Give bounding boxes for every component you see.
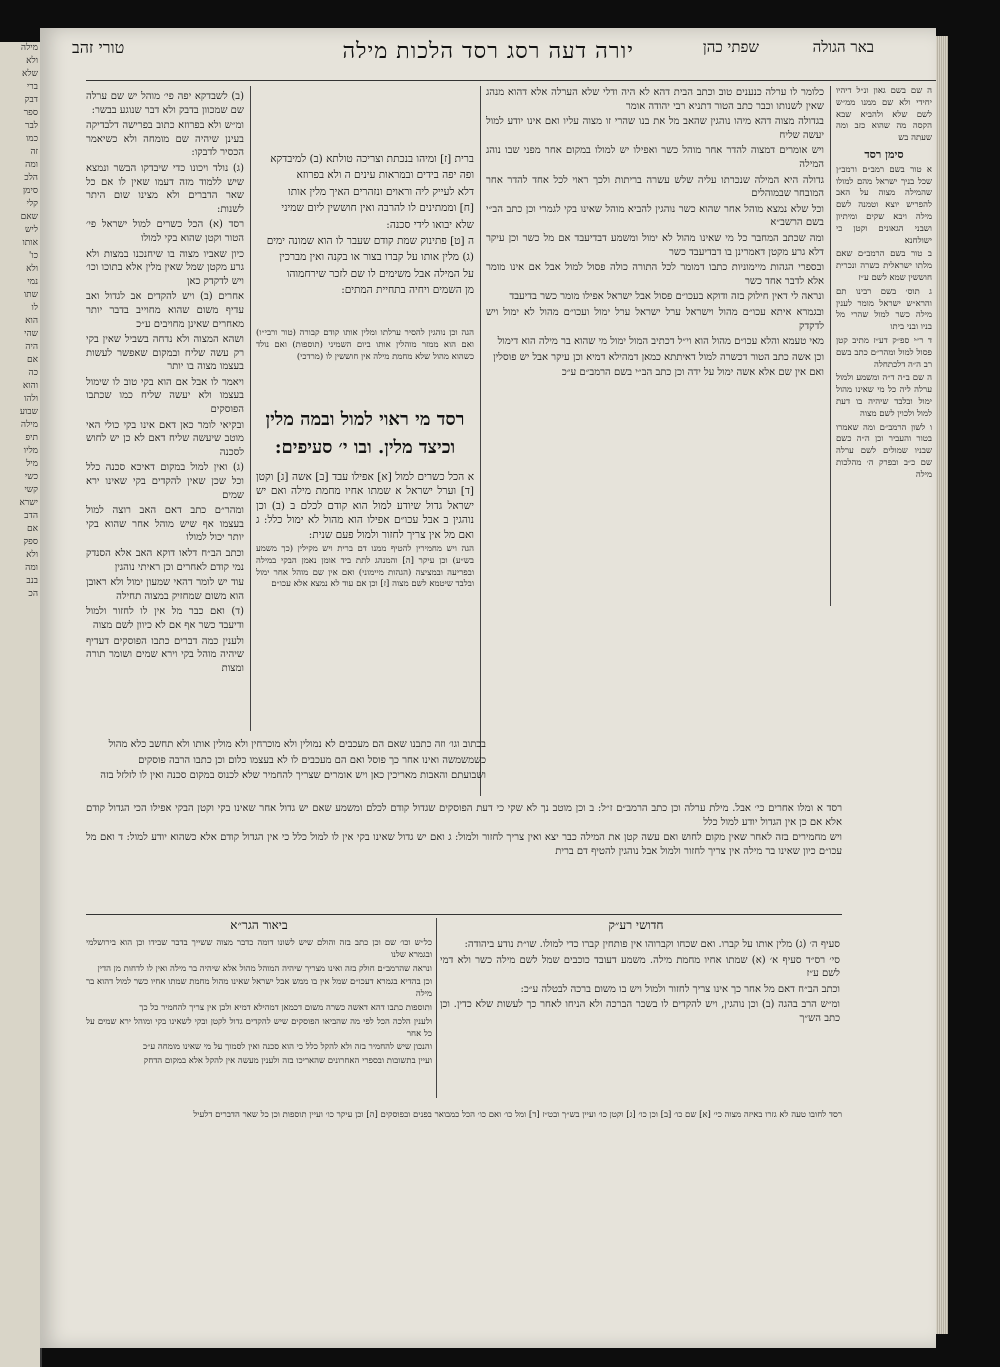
main-line: ברית [ז] ומיהו בנכתת וצריכה טולתא (ב) למיבדקא bbox=[270, 153, 474, 165]
wide-line: ושבועתם והאבות מאריכין כאן ויש אומרים שצריך להחמיר שלא לכנוס במקום סכנה ואין לו לזלזל בזה bbox=[100, 770, 486, 782]
main-line: על המילה אבל משימים לו שם לזכר שירחמוהו bbox=[286, 267, 474, 280]
header-siftei-kohen: שפתי כהן bbox=[702, 38, 759, 56]
left-edge-line: שבוע bbox=[19, 407, 38, 417]
wide-continuation bbox=[86, 738, 486, 798]
biur-hagra-column bbox=[86, 938, 432, 1108]
left-edge-line: כמו bbox=[25, 134, 38, 144]
shach-siman-a: רסד א ומלו אחרים כי׳ אבל. מילת ערלה וכן כתב הרמב״ם ז״ל: ב וכן מוטב נך לא שקי כי דעת הפוסקים שגדול קודם לכלם ומשמע שאם יש גדול אחר שאינו בקי וקטן הבקי אפילו הכי הגדול קודם אלא אם כן אין הגדול יודע למול כלל bbox=[86, 803, 842, 828]
left-edge-line: שהי bbox=[24, 329, 38, 339]
left-edge-line: נמי bbox=[27, 277, 38, 287]
left-edge-line: סימן bbox=[22, 186, 38, 196]
taz-paragraph: (ד) ואם כבר מל אין לו לחזור ולמול ודיעבד כשר אף אם לא כיוון לשם מצוה bbox=[86, 606, 244, 631]
shach-paragraph: ובספרי הגהות מיימוניות כתבו דמומר לכל התורה כולה פסול למול אבל אם אינו מומר אלא לדבר אחד כשר bbox=[486, 262, 824, 287]
header-rule bbox=[86, 80, 936, 81]
shach-paragraph: וכן אשה כתב הטור דכשרה למול דאיתתא כמאן דמהילא דמיא וכן עיקר אבל יש פוסלין bbox=[493, 351, 824, 363]
main-text-body bbox=[256, 470, 474, 720]
left-edge-line: שלא bbox=[22, 69, 38, 79]
taz-paragraph: ומ״ש ולא בפרוזא כתוב בפרישה דלבדיקה בעינן שיהיה שם מומחה ולא כשיאמר הכסיר לדבקו: bbox=[86, 120, 244, 159]
left-edge-line: בנב bbox=[26, 576, 38, 586]
taz-paragraph: רסד (א) הכל כשרים למול ישראל פי׳ הטור וקטן שהוא בקי למולו bbox=[86, 219, 244, 244]
left-edge-line: ולא bbox=[26, 550, 38, 560]
biur-hagra-paragraph: ונראה שהרמב״ם חולק בזה ואינו מצריך שיהיה המוהל מהול אלא שיהיה בר מילה ואין לו לדחות מן הדין bbox=[97, 963, 432, 974]
main-line: שלא יבואו לידי סכנה: bbox=[386, 218, 474, 231]
shach-paragraph: ואם אין שם אלא אשה ימול על ידה וכן כתב הב״י בשם הרמב״ם ע״כ bbox=[561, 367, 824, 379]
hagah-text: הגה וכן נוהגין להסיר ערלתו ומלין אותו קודם קבורה (טור ורבי״ו) ואם הוא ממזר מוהלין אותו ביום השמיני (תוספות) ואם נולד כשהוא מהול שלא מחמת מילה אין חוששין לו (מרדכי) bbox=[256, 328, 474, 362]
beer-hagolah-note: ה שם בשם גאון ונ״ל דיהיו יחידי ולא שם ממנו ממ״ש לשם שלא ולהביא שבא הקסה מה שהוא כזב ומה שעתה בש bbox=[836, 86, 932, 144]
left-edge-line: ברי bbox=[26, 82, 38, 92]
left-edge-line: ולא bbox=[26, 56, 38, 66]
main-hagah: הגה ויש מחמירין להטיף ממנו דם ברית ויש מקילין (כך משמע בש״ע) וכן עיקר [ה] והמנהג לתת ביד אומן נאמן הבקי במילה ובפריעה ובמציצה (הגהות מיימוני) ואם אין שם מוהל אחר ימול ובלבד שיטמא לשם מצוה [ז] וכן אם עוד לא נמצא אלא עכו״ם bbox=[256, 544, 474, 590]
shach-paragraph: וכל שלא נמצא מוהל אחר שהוא כשר נוהגין להביא מוהל שאינו בקי לגמרי וכן כתב הב״י בשם הרשב״א bbox=[486, 203, 824, 229]
beer-hagolah-note: ג תוס׳ בשם רבינו תם והרא״ש ישראל מומר לענין מילה כשר למול שהרי מל בניו ובני ביתו bbox=[836, 286, 932, 333]
taz-paragraph: כיון שאביו מצוה בו שיחנכנו במצות ולא גרע מקטן שמל שאין מלין אלא בתוכו וכו׳ ויש לדקדק כאן bbox=[86, 248, 244, 287]
left-edge-line: כשי bbox=[24, 472, 38, 482]
beer-hagolah-note: ו לשון הרמב״ם ומה שאמרו בטור והעביר וכן ה״ה כשם שבניו שמולים לשם ערלה שם כ״ב ובפרק ה׳ מהלכות מילה bbox=[836, 422, 932, 480]
column-divider bbox=[250, 86, 251, 731]
main-line: מן השמים ויחיה בתחיית המתים: bbox=[341, 284, 474, 297]
chiddushei-paragraph: סעיף ה׳ (ג) מלין אותו על קברו. ואם שכחו וקברוהו אין פותחין קברו כדי למולו. שו״ת נודע ביהודה: bbox=[464, 939, 840, 950]
left-facing-page bbox=[0, 42, 42, 1367]
shach-siman-264 bbox=[86, 802, 842, 912]
main-hagah-small bbox=[256, 328, 474, 408]
taz-paragraph: אחרים (ב) ויש להקדים אב לגדול ואב עדיף משום שהוא מחוייב בדבר יותר מאחרים שאינן מחויבים ע״כ bbox=[86, 291, 244, 330]
chiddushei-title: חדושי רע״ק bbox=[608, 918, 664, 932]
left-edge-line: קשי bbox=[24, 485, 38, 495]
left-edge-line: לבר bbox=[25, 121, 38, 131]
page-block-edges bbox=[936, 36, 948, 1334]
chiddushei-paragraph: סי׳ רס״ד סעיף א׳ (א) שמתו אחיו מחמת מילה. משמע דעובד כוכבים שמל לשם מילה כשר ולא דמי לשם ע״ז bbox=[440, 954, 840, 980]
shach-column bbox=[486, 86, 824, 798]
beer-hagolah-note: א טור בשם רמב״ם ורמב״ן שכל בניך ישראל מהם למולו שהמילה מצוה על האב להפריש יוצא וטמנה לשם מילה ויבא שקים ומיתיון ושבני הגאונים וקטן כי ישולחנא bbox=[836, 164, 932, 246]
left-edge-line: שתו bbox=[23, 290, 38, 300]
left-edge-line: הכ bbox=[28, 589, 38, 599]
left-edge-line: דבק bbox=[24, 95, 38, 105]
left-edge-line: כו' bbox=[28, 251, 38, 261]
chiddushei-column bbox=[440, 938, 840, 1098]
header-title: יורה דעה רסג רסד הלכות מילה bbox=[342, 39, 634, 64]
left-edge-line: והוא bbox=[22, 381, 38, 391]
shach-paragraph: ויש אומרים דמצוה להדר אחר מוהל כשר ואפילו יש למולו במקום אחר מפני שבו נוהג המילה bbox=[486, 145, 824, 170]
left-edge-line: ליש bbox=[25, 225, 38, 235]
left-edge-line: ספר bbox=[23, 108, 38, 118]
taz-column bbox=[86, 90, 244, 730]
taz-paragraph: ויאמר לו אבל אם הוא בקי טוב לו שימול בעצמו ולא יעשה שליח כמו שכתבו הפוסקים bbox=[86, 376, 244, 416]
left-edge-line: זה bbox=[30, 147, 38, 157]
main-line: דלא לעייק ליה וראוים ונזהרים האיך מלין אותו bbox=[288, 185, 474, 198]
main-seif: א הכל כשרים למול [א] אפילו עבד [ב] אשה [ג] וקטן [ד] וערל ישראל א שמתו אחיו מחמת מילה ואם יש ישראל גדול שיודע למול הוא קודם לכלם ב (ב) וכן נוהגין ב אבל עכו״ם אפילו הוא מהול לא ימול כלל: ג ואם מל אין צריך לחזור ולמול פעם שנית: bbox=[256, 471, 474, 541]
running-header bbox=[44, 38, 874, 72]
left-edge-line: ישרא bbox=[19, 498, 38, 508]
main-line: [ח] וממתינים לו להרבה ואין חוששין ליום שמיני bbox=[281, 202, 474, 215]
left-edge-line: לו bbox=[31, 303, 38, 313]
taz-paragraph: ובקיאי לומר כאן דאם אינו בקי כולי האי מוטב שיעשה שליח דאם לא כן יש לחוש לסכנה bbox=[86, 419, 244, 458]
beer-hagolah-note: ה שם ב״ה ד״ה ומשמע ולמול ערלה ליה כל מי שאינו מהול ימול ובלבד שיהיה בו דעת למול ולכוין לשם מצוה bbox=[836, 373, 932, 419]
chiddushei-paragraph: וכתב הב״ח דאם מל אחר כך אינו צריך לחזור ולמול ויש בו משום ברכה לבטלה ע״כ: bbox=[520, 983, 840, 995]
siman-264-title: רסד מי ראוי למול ובמה מלין וכיצד מלין. ובו י׳ סעיפים: bbox=[265, 409, 465, 458]
left-edge-line: קלי bbox=[26, 199, 38, 209]
shach-paragraph: ונראה לי דאין חילוק בזה ודוקא בעכו״ם פסול אבל ישראל אפילו מומר כשר בדיעבד bbox=[509, 291, 824, 303]
left-edge-line: הלכ bbox=[24, 173, 38, 183]
wide-line: כשמשמשה ואינו אחר כך פוסל ואם הם מעכבים לו לא בעצמו כלום וכן כתבו הרבה פוסקים bbox=[138, 754, 486, 766]
wide-line: בכתוב וגו׳ וזה כתבנו שאם הם מעכבים לא נמולין ולא מוכרחין ולא מולין אותו ולא תחשב כלא מהול bbox=[108, 739, 486, 750]
biur-hagra-paragraph: ולענין הלכה הכל לפי מה שהביאו הפוסקים שיש להקדים גדול לקטן ובקי לשאינו בקי ומוהל ירא שמים על כל אחר bbox=[86, 1016, 432, 1039]
main-line: ופה יפה בידים ובמראות עינים ה ולא בפרוזא bbox=[296, 169, 474, 182]
shach-paragraph: גדולה היא המילה שנכרתו עליה שלש עשרה בריתות ולכך ראוי לכל אחד להדר אחר המובחר שבמוהלים bbox=[486, 174, 824, 200]
left-edge-line: ומה bbox=[25, 160, 38, 170]
taz-paragraph: (ב) לשבדקא יפה פי׳ מוהל יש שם ערלה שם שמכוון בדבק ולא דבר שנוגע בבשר: bbox=[86, 91, 244, 116]
shach-paragraph: ומה שכתב המחבר כל מי שאינו מהול לא ימול ומשמע דבדיעבד אם מל כשר וכן עיקר דלא גרע מקטן דאמרינן בו דבדיעבד כשר bbox=[486, 232, 824, 258]
left-edge-line: ספק bbox=[23, 537, 38, 547]
main-line: (ג) מלין אותו על קברו בצור או בקנה ואין מברכין bbox=[279, 251, 474, 264]
column-divider bbox=[480, 86, 481, 796]
left-page-edge-text bbox=[0, 42, 38, 1367]
left-edge-line: מילה bbox=[20, 43, 38, 53]
taz-paragraph: וכתב הב״ח דלאו דוקא האב אלא הסנדק נמי קודם לאחרים וכן ראיתי נוהגין bbox=[86, 548, 244, 573]
left-edge-line: תיפ bbox=[25, 433, 38, 443]
shach-paragraph: מאי טעמא והלא עכו״ם מהול הוא וי״ל דכתיב המול ימול מי שהוא בר מילה הוא דימול bbox=[497, 336, 824, 348]
taz-paragraph: (ג) ואין למול במקום דאיכא סכנה כלל וכל שכן שאין להקדים בקי שאינו ירא שמים bbox=[86, 462, 244, 501]
taz-paragraph: ומהר״ם כתב דאם האב רוצה למול בעצמו אף שיש מוהל אחר שהוא בקי יותר יכול למולו bbox=[86, 505, 244, 544]
shach-paragraph: בגדולה מצוה דהא מיהו נוהגין שהאב מל את בנו שהרי זו מצוה עליו ואם אינו יודע למול יעשה שליח bbox=[486, 116, 824, 141]
left-edge-line: מילה bbox=[20, 420, 38, 430]
main-line: ה [ט] פתינוק שמת קודם שעבר לו הוא שמונה ימים bbox=[266, 235, 474, 248]
taz-paragraph: עוד יש לומר דהאי שמעון ימול ולא ראובן הוא משום שמחזיק במצוה תחילה bbox=[86, 577, 244, 602]
beer-hagolah-siman-title: סימן רסד bbox=[864, 147, 904, 161]
left-edge-line: ולהו bbox=[24, 394, 38, 404]
main-text-top bbox=[256, 152, 474, 322]
left-edge-line: מיל bbox=[26, 459, 38, 469]
left-edge-line: אם bbox=[26, 524, 38, 534]
left-edge-line: היה bbox=[25, 342, 38, 352]
shach-paragraph: ובגמרא איתא עכו״ם מהול וישראל ערל ישראל ערל ימול ועכו״ם מהול לא ימול ויש לדקדק bbox=[486, 306, 824, 332]
left-edge-line: הוא bbox=[25, 316, 38, 326]
beer-hagolah-note: ד ר״י ספ״ק דע״ז מתיב קטן פסול למול ומהר״ם כתב בשם רב ה״ה דלכתחלה bbox=[836, 335, 932, 370]
biur-hagra-paragraph: ועיין בתשובות ובספרי האחרונים שהאריכו בזה ולענין מעשה אין להקל אלא במקום הדחק bbox=[143, 1056, 432, 1067]
taz-paragraph: ושהא המצוה ולא נדחה בשביל שאין בקי רק עשה שליח ובמקום שאפשר לעשות בעצמו מצוה בו יותר bbox=[86, 334, 244, 373]
left-edge-line: אותו bbox=[22, 238, 38, 248]
shach-paragraph: כלומר לו ערלה כנענים טוב וכתב הבית דהא לא היה ודלי שלא הערלה אלא דהוא מנהג שאין לשנותו וכבר כתב הטור דתניא רבי יהודה אומר bbox=[486, 87, 824, 112]
left-edge-line: כה bbox=[28, 368, 38, 378]
biur-hagra-siman-264 bbox=[86, 1110, 842, 1330]
left-edge-line: ולא bbox=[26, 264, 38, 274]
biur-hagra-paragraph: ותוספות כתבו דהא דאשה כשרה משום דכמאן דמהילא דמיא ולכן אין צריך להחמיר כל כך bbox=[139, 1002, 432, 1013]
header-beer-hagolah: באר הגולה bbox=[812, 38, 874, 56]
biur-hagra-siman-note: רסד לחובו טעה לא גזרו באיזה מצוה כי׳ [א] שם כו׳ [ב] וכן כו׳ [ג] וקטן כו׳ ועיין בש״ך ובט״ז [ד] ומל כו׳ ואם כו׳ הכל כמבואר בפנים ובפוסקים [ה] וכן עיקר כו׳ ועיין תוספות וכן כל שאר הדברים דלעיל bbox=[193, 1110, 842, 1120]
beer-hagolah-column bbox=[836, 86, 932, 602]
taz-paragraph: (ג) נולד ויכונו כדי שיבדקו הבשר ונמצא שיש ללמוד מזה דעמו שאין לו אם כל שאר הדברים ולא מצינו שום היתר לשנות: bbox=[86, 162, 244, 215]
left-edge-line: שאם bbox=[20, 212, 38, 222]
left-edge-line: ומה bbox=[25, 563, 38, 573]
column-divider bbox=[436, 918, 437, 1098]
column-divider bbox=[830, 86, 831, 606]
beer-hagolah-note: ב טור בשם הרמב״ם שאם מלתו ישראלית כשרה ונכרית חוששין שמא לשם ע״ז bbox=[836, 249, 932, 283]
biur-hagra-title: ביאור הגר״א bbox=[230, 918, 288, 932]
section-rule bbox=[86, 914, 842, 915]
biur-hagra-paragraph: וכן בהדיא בגמרא דעכו״ם שמל אין בו ממש אבל ישראל שאינו מהול מחמת שמתו אחיו כשר למול דהוא בר מילה bbox=[86, 977, 432, 1000]
biur-hagra-paragraph: והנכון שיש להחמיר בזה ולא להקל כלל כי הוא סכנה ואין לסמוך על מי שאינו מומחה ע״כ bbox=[142, 1042, 432, 1053]
left-edge-line: אם bbox=[26, 355, 38, 365]
left-edge-line: הדב bbox=[24, 511, 38, 521]
chiddushei-paragraph: ומ״ש הרב בהגה (ב) וכן נוהגין, ויש להקדים לו בשכר הברכה ולא הניחו לאחר כך לעשות שלא כדין. וכן כתב הש״ך bbox=[440, 999, 840, 1024]
biur-hagra-paragraph: כל״ש וכו׳ שם וכן כתב בזה והולם שיש לשונו דומה כדבר מצוה ששייך בדבר שבידו וכן הוא בירושלמי ובגמרא שלנו bbox=[86, 938, 432, 960]
left-edge-line: מליו bbox=[23, 446, 38, 456]
taz-paragraph: ולענין כמה דברים כתבו הפוסקים דעדיף שיהיה מוהל בקי וירא שמים ושומר תורה ומצות bbox=[86, 635, 244, 674]
header-turei-zahav: טורי זהב bbox=[72, 38, 125, 57]
shach-siman-b: ויש מחמירים בזה לאחר שאין מקום לחוש ואם עשה קטן את המילה כבר יצא ואין צריך לחזור ולמול: ג ואם יש גדול שאינו בקי אין לו למול כלל כי אין הגדול קודם אלא כשהוא יודע למול: ד ואם מל עכו״ם כיון שאינו בר מילה אין צריך לחזור ולמול אבל נוהגין להטיף דם ברית bbox=[86, 832, 842, 857]
